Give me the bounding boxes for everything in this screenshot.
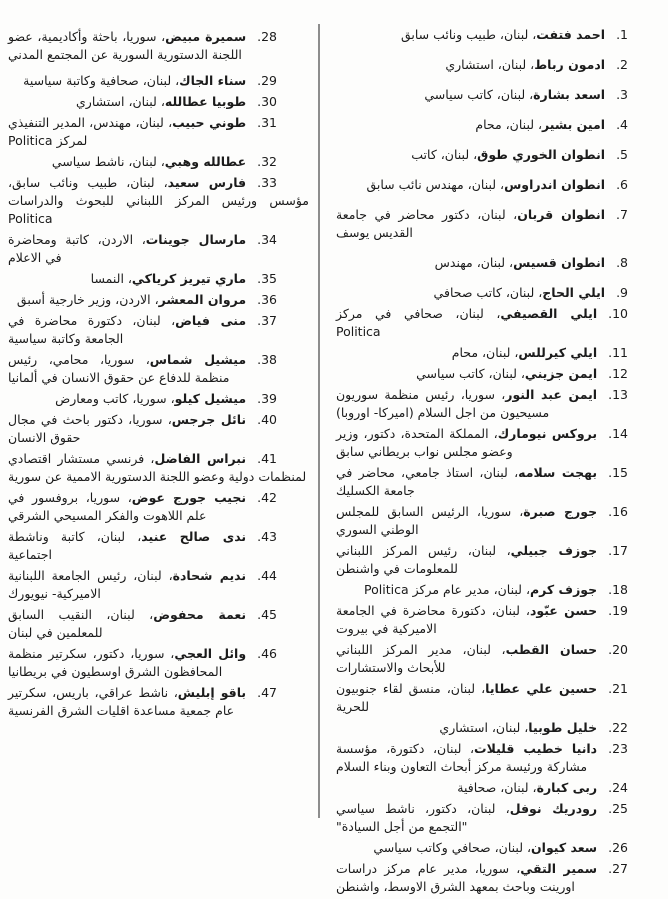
list-item bbox=[336, 581, 660, 599]
item-name: ايمن عبد النور bbox=[505, 387, 598, 402]
item-name: نائل جرجس bbox=[171, 412, 247, 427]
list-item bbox=[336, 56, 660, 74]
item-number: 8. bbox=[616, 255, 628, 270]
item-number: 19. bbox=[608, 603, 628, 618]
item-number: 2. bbox=[616, 57, 628, 72]
list-item bbox=[336, 365, 660, 383]
list-item bbox=[336, 86, 660, 104]
item-number: 39. bbox=[257, 391, 277, 406]
item-number: 21. bbox=[608, 681, 628, 696]
item-description: ، لبنان، منسق لقاء جنوبيون للحرية bbox=[336, 681, 486, 714]
item-number: 26. bbox=[608, 840, 628, 855]
item-number: 17. bbox=[608, 543, 628, 558]
item-description: ، ناشط عراقي، باريس، سكرتير عام جمعية مساعدة اقليات الشرق الفرنسية bbox=[8, 685, 235, 718]
item-number: 23. bbox=[608, 741, 628, 756]
item-name: وائل العجي bbox=[174, 646, 247, 661]
list-item bbox=[336, 680, 660, 716]
item-name: امين بشير bbox=[542, 117, 606, 132]
item-description: ، لبنان، مهندس، المدير التنفيذي لمركز Politica bbox=[8, 115, 173, 148]
item-description: ، لبنان، دكتورة، مؤسسة مشاركة ورئيسة مركز أبحاث التعاون وبناء السلام bbox=[336, 741, 588, 774]
item-description: ، الاردن، كاتبة ومحاضرة في الاعلام bbox=[8, 232, 146, 265]
item-name: حسين علي عطايا bbox=[485, 681, 598, 696]
item-name: رودريك نوفل bbox=[509, 801, 598, 816]
item-number: 29. bbox=[257, 73, 277, 88]
item-number: 24. bbox=[608, 780, 628, 795]
item-description: ، لبنان، محام bbox=[475, 117, 543, 132]
list-item bbox=[336, 116, 660, 134]
item-name: ماري تيريز كرياكي bbox=[131, 271, 247, 286]
list-item bbox=[8, 528, 309, 564]
item-description: ، لبنان، كاتب سياسي bbox=[424, 87, 534, 102]
item-name: بروكس نيومارك bbox=[497, 426, 598, 441]
item-name: انطوان قسيس bbox=[513, 255, 606, 270]
item-name: جوزف كرم bbox=[529, 582, 598, 597]
item-name: مروان المعشر bbox=[158, 292, 247, 307]
item-description: ، لبنان، كاتب bbox=[411, 147, 478, 162]
item-name: اسعد بشارة bbox=[533, 87, 606, 102]
list-item bbox=[8, 351, 309, 387]
item-name: انطوان الخوري طوق bbox=[477, 147, 606, 162]
item-description: ، سوريا، الرئيس السابق للمجلس الوطني السوري bbox=[336, 504, 524, 537]
item-description: ، لبنان، استاذ جامعي، محاضر في جامعة الكسليك bbox=[336, 465, 519, 498]
item-name: دانيا خطيب قليلات bbox=[474, 741, 598, 756]
item-number: 33. bbox=[257, 175, 277, 190]
item-number: 5. bbox=[616, 147, 628, 162]
item-description: ، لبنان، كاتب سياسي bbox=[416, 366, 525, 381]
item-description: ، سوريا، بروفسور في علم اللاهوت والفكر المسيحي الشرقي bbox=[8, 490, 207, 523]
list-item bbox=[336, 206, 660, 242]
item-number: 3. bbox=[616, 87, 628, 102]
list-item bbox=[336, 839, 660, 857]
item-description: ، الاردن، وزير خارجية أسبق bbox=[16, 292, 159, 307]
item-description: ، لبنان، صحافية وكاتبة سياسية bbox=[23, 73, 180, 88]
item-name: فارس سعيد bbox=[167, 175, 247, 190]
item-description: ، لبنان، دكتور محاضر في جامعة القديس يوسف bbox=[336, 207, 518, 240]
list-item bbox=[336, 719, 660, 737]
item-number: 22. bbox=[608, 720, 628, 735]
list-item bbox=[336, 464, 660, 500]
item-name: سناء الجاك bbox=[179, 73, 247, 88]
item-description: ، لبنان، استشاري bbox=[445, 57, 535, 72]
item-description: ، لبنان، ناشط سياسي bbox=[51, 154, 165, 169]
list-item bbox=[8, 312, 309, 348]
item-number: 15. bbox=[608, 465, 628, 480]
item-number: 45. bbox=[257, 607, 277, 622]
item-description: ، سوريا، باحثة وأكاديمية، عضو اللجنة الدستورية السورية عن المجتمع المدني bbox=[8, 29, 242, 62]
item-description: ، فرنسي مستشار اقتصادي لمنظمات دولية وعضو اللجنة الدستورية الاممية عن سورية bbox=[8, 451, 307, 484]
list-item bbox=[336, 425, 660, 461]
item-description: ، لبنان، كاتبة وناشطة اجتماعية bbox=[8, 529, 142, 562]
item-name: جوزف جبيلي bbox=[510, 543, 598, 558]
item-number: 6. bbox=[616, 177, 628, 192]
item-name: منى فياض bbox=[175, 313, 247, 328]
column-divider bbox=[318, 24, 320, 818]
item-description: ، لبنان، استشاري bbox=[439, 720, 529, 735]
item-number: 27. bbox=[608, 861, 628, 876]
list-item bbox=[8, 567, 309, 603]
item-number: 44. bbox=[257, 568, 277, 583]
item-description: ، لبنان، مدير عام مركز Politica bbox=[364, 582, 530, 597]
list-item bbox=[336, 740, 660, 776]
list-item bbox=[8, 270, 309, 288]
item-description: ، لبنان، دكتورة محاضرة في الجامعة الاميركية في بيروت bbox=[336, 603, 530, 636]
list-item bbox=[8, 450, 309, 486]
item-name: بهجت سلامه bbox=[518, 465, 598, 480]
list-item bbox=[336, 305, 660, 341]
item-name: ميشيل شماس bbox=[149, 352, 247, 367]
item-number: 38. bbox=[257, 352, 277, 367]
item-description: ، لبنان، استشاري bbox=[76, 94, 165, 109]
list-item bbox=[8, 684, 309, 720]
list-item bbox=[8, 411, 309, 447]
item-description: ، لبنان، مهندس bbox=[434, 255, 514, 270]
item-number: 40. bbox=[257, 412, 277, 427]
list-item bbox=[336, 386, 660, 422]
item-number: 10. bbox=[608, 306, 628, 321]
item-description: ، سوريا، دكتور، سكرتير منظمة المحافظون الشرق اوسطيون في بريطانيا bbox=[8, 646, 223, 679]
item-number: 42. bbox=[257, 490, 278, 505]
item-name: انطوان قربان bbox=[517, 207, 606, 222]
item-number: 34. bbox=[257, 232, 277, 247]
item-number: 28. bbox=[257, 29, 278, 44]
item-description: ، لبنان، صحافية bbox=[457, 780, 537, 795]
list-item bbox=[8, 72, 309, 90]
item-name: ايلي الحاج bbox=[542, 285, 606, 300]
item-description: ، لبنان، دكتورة محاضرة في الجامعة وكاتبة سياسية bbox=[8, 313, 176, 346]
item-number: 43. bbox=[257, 529, 278, 544]
item-name: نبراس الفاضل bbox=[154, 451, 247, 466]
list-item bbox=[8, 231, 309, 267]
item-number: 9. bbox=[616, 285, 628, 300]
item-name: ميشيل كيلو bbox=[174, 391, 247, 406]
list-item bbox=[336, 26, 660, 44]
item-description: ، لبنان، طبيب ونائب سابق bbox=[400, 27, 537, 42]
item-number: 7. bbox=[616, 207, 628, 222]
item-number: 36. bbox=[257, 292, 277, 307]
list-item bbox=[8, 114, 309, 150]
item-number: 20. bbox=[608, 642, 629, 657]
item-name: طوني حبيب bbox=[172, 115, 247, 130]
item-name: عطالله وهبي bbox=[164, 154, 247, 169]
list-item bbox=[8, 645, 309, 681]
list-item bbox=[8, 93, 309, 111]
item-number: 41. bbox=[257, 451, 277, 466]
item-description: ، المملكة المتحدة، دكتور، وزير وعضو مجلس نواب بريطاني سابق bbox=[336, 426, 513, 459]
item-name: نعمة محفوض bbox=[153, 607, 247, 622]
item-description: ، لبنان، طبيب ونائب سابق، مؤسس ورئيس المركز اللبناني للبحوث والدراسات Politica bbox=[8, 175, 309, 226]
item-description: ، لبنان، مدير المركز اللبناني للأبحاث والاستشارات bbox=[336, 642, 506, 675]
item-description: ، سوريا، رئيس منظمة سوريون مسيحيون من اجل السلام (اميركا- اوروبا) bbox=[336, 387, 550, 420]
list-item bbox=[336, 800, 660, 836]
list-item bbox=[8, 153, 309, 171]
item-number: 11. bbox=[608, 345, 628, 360]
list-item bbox=[336, 284, 660, 302]
item-number: 35. bbox=[257, 271, 277, 286]
item-number: 4. bbox=[616, 117, 628, 132]
item-description: ، سوريا، دكتور باحث في مجال حقوق الانسان bbox=[8, 412, 172, 445]
item-number: 31. bbox=[257, 115, 277, 130]
list-item bbox=[8, 489, 309, 525]
list-item bbox=[336, 176, 660, 194]
item-name: انطوان اندراوس bbox=[504, 177, 606, 192]
item-description: ، لبنان، محام bbox=[451, 345, 519, 360]
item-name: ايمن جزيني bbox=[524, 366, 598, 381]
item-description: ، لبنان، النقيب السابق للمعلمين في لبنان bbox=[8, 607, 154, 640]
item-description: ، سوريا، كاتب ومعارض bbox=[55, 391, 175, 406]
item-number: 32. bbox=[257, 154, 277, 169]
item-description: ، لبنان، صحافي وكاتب سياسي bbox=[373, 840, 532, 855]
list-item bbox=[336, 641, 660, 677]
item-description: ، لبنان، رئيس الجامعة اللبنانية الاميركية- نيويورك bbox=[8, 568, 173, 601]
item-name: مارسال جوينات bbox=[145, 232, 247, 247]
item-number: 1. bbox=[616, 27, 628, 42]
item-number: 46. bbox=[257, 646, 278, 661]
item-description: ، لبنان، كاتب صحافي bbox=[433, 285, 543, 300]
item-name: ادمون رباط bbox=[534, 57, 606, 72]
list-column-right bbox=[336, 26, 660, 899]
item-number: 16. bbox=[608, 504, 628, 519]
item-number: 47. bbox=[257, 685, 277, 700]
item-name: نجيب جورج عوض bbox=[131, 490, 247, 505]
item-name: خليل طوبيا bbox=[528, 720, 598, 735]
item-name: ربى كبارة bbox=[536, 780, 598, 795]
item-name: سعد كيوان bbox=[531, 840, 598, 855]
item-name: احمد فتفت bbox=[536, 27, 606, 42]
item-name: حسن عبّود bbox=[529, 603, 598, 618]
item-description: ، لبنان، دكتور، ناشط سياسي "التجمع من أجل السيادة" bbox=[336, 801, 510, 834]
item-description: ، سوريا، مدير عام مركز دراسات اورينت وباحث بمعهد الشرق الاوسط، واشنطن bbox=[336, 861, 575, 894]
list-item bbox=[336, 344, 660, 362]
list-item bbox=[336, 254, 660, 272]
list-item bbox=[336, 860, 660, 896]
list-item bbox=[8, 174, 309, 228]
list-item bbox=[336, 779, 660, 797]
item-description: ، لبنان، صحافي في مركز Politica bbox=[336, 306, 501, 339]
list-item bbox=[8, 291, 309, 309]
item-number: 14. bbox=[608, 426, 628, 441]
list-column-left bbox=[8, 28, 309, 723]
item-description: ، لبنان، رئيس المركز اللبناني للمعلومات في واشنطن bbox=[336, 543, 511, 576]
item-name: نديم شحادة bbox=[172, 568, 247, 583]
item-number: 13. bbox=[608, 387, 628, 402]
list-item bbox=[8, 390, 309, 408]
item-number: 18. bbox=[608, 582, 628, 597]
item-name: ايلي القصيفي bbox=[500, 306, 598, 321]
list-item bbox=[8, 28, 309, 64]
list-item bbox=[336, 602, 660, 638]
item-name: باقو إبليش bbox=[177, 685, 247, 700]
item-name: حسان القطب bbox=[505, 642, 598, 657]
list-item bbox=[336, 542, 660, 578]
item-description: ، سوريا، محامي، رئيس منظمة للدفاع عن حقوق الانسان في ألمانيا bbox=[8, 352, 230, 385]
item-number: 30. bbox=[257, 94, 277, 109]
list-item bbox=[336, 146, 660, 164]
item-description: ، لبنان، مهندس نائب سابق bbox=[366, 177, 505, 192]
item-name: سمير التقي bbox=[520, 861, 598, 876]
item-name: سميرة مبيض bbox=[165, 29, 247, 44]
item-name: طوبيا عطالله bbox=[164, 94, 247, 109]
item-description: ، النمسا bbox=[90, 271, 132, 286]
item-name: ايلي كيرللس bbox=[518, 345, 598, 360]
item-name: جورج صبرة bbox=[523, 504, 598, 519]
list-item bbox=[8, 606, 309, 642]
item-number: 37. bbox=[257, 313, 277, 328]
item-number: 25. bbox=[608, 801, 628, 816]
item-name: ندى صالح عنيد bbox=[141, 529, 247, 544]
item-number: 12. bbox=[608, 366, 628, 381]
list-item bbox=[336, 503, 660, 539]
